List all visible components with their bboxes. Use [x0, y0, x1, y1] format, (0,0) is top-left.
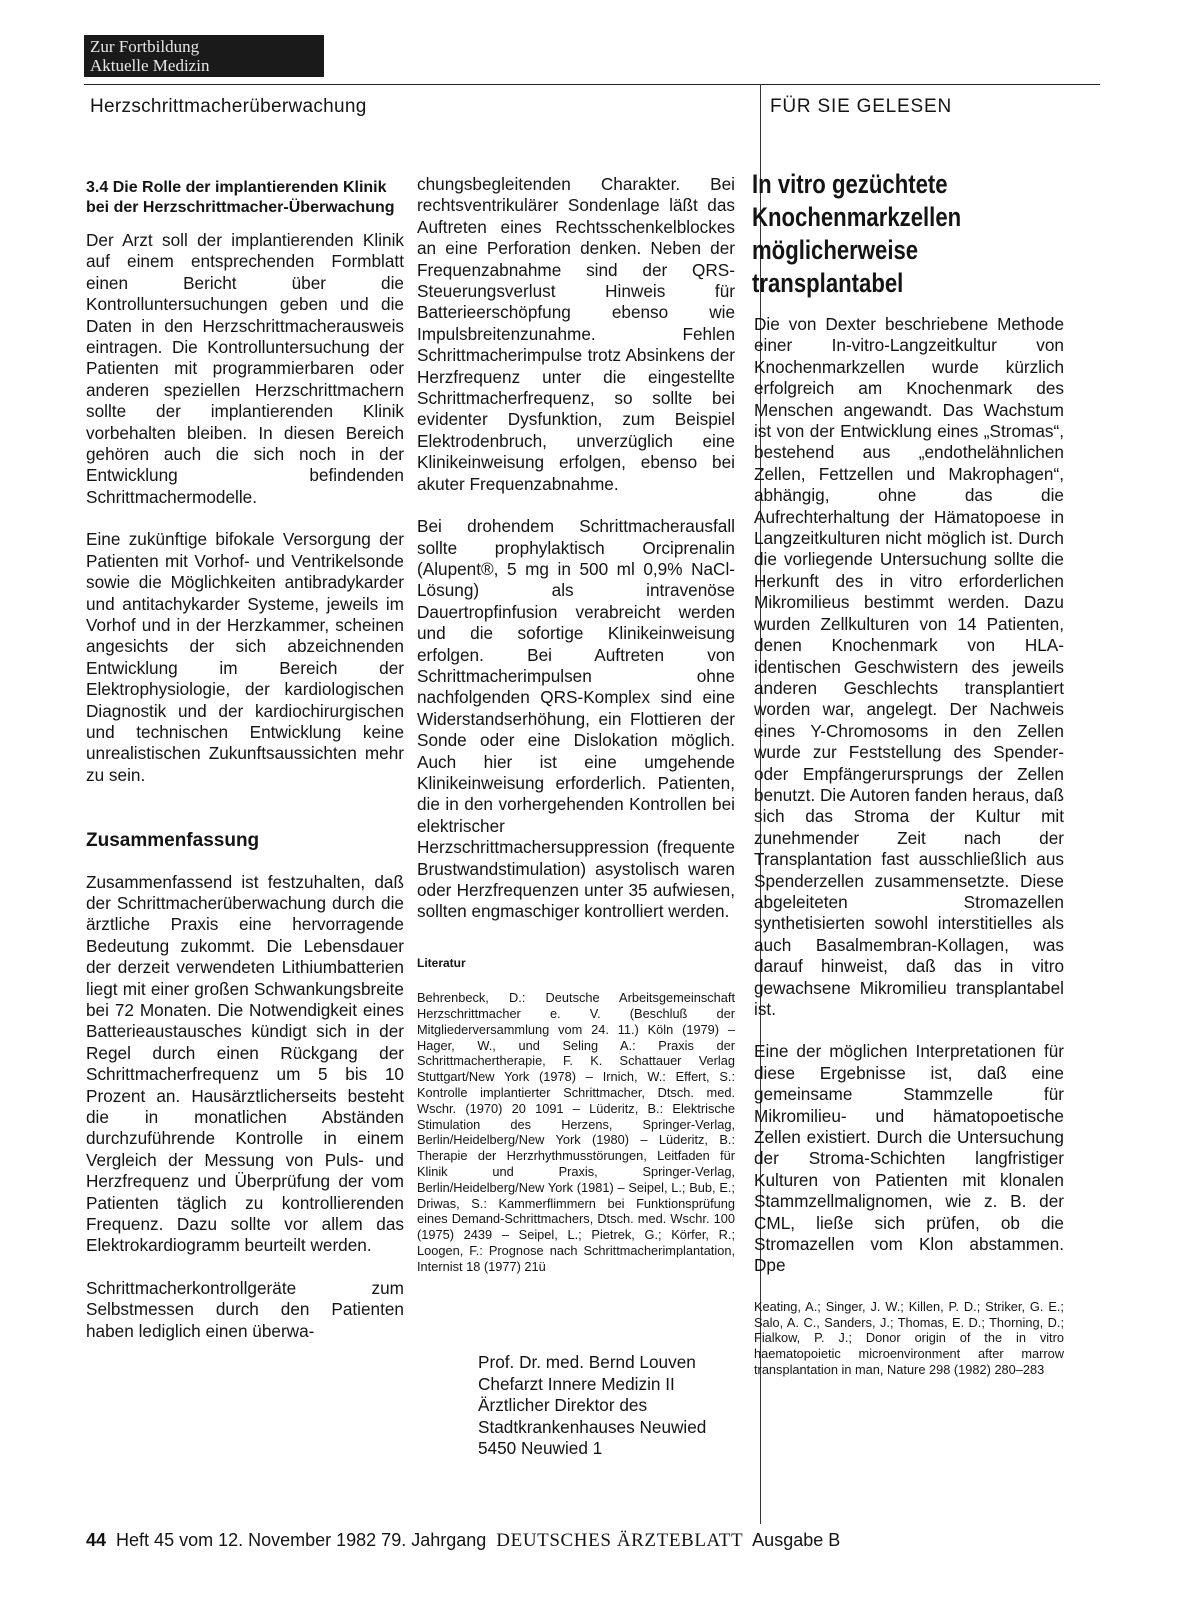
journal-name: DEUTSCHES ÄRZTEBLATT: [496, 1530, 744, 1551]
page-footer: [86, 1530, 840, 1552]
author-block: [478, 1352, 706, 1460]
references-list: Behrenbeck, D.: Deutsche Arbeitsgemeinschaft Herzschrittmacher e. V. (Beschluß der Mitgliederversammlung vom 24. 11.) Köln (1979) – Hager, W., und Seling A.: Praxis der Schrittmachertherapie, F. K. Schattauer Verlag Stuttgart/New York (1978) – Irnich, W.: Effert, S.: Kontrolle implantierter Schrittmacher, Dtsch. med. Wschr. (1970) 20 1091 – Lüderitz, B.: Elektrische Stimulation des Herzens, Springer-Verlag, Berlin/Heidelberg/New York (1980) – Lüderitz, B.: Therapie der Herzrhythmusstörungen, Leitfaden für Klinik und Praxis, Springer-Verlag, Berlin/Heidelberg/New York (1981) – Seipel, L.; Bub, E.; Driwas, S.: Kammerflimmern bei Funktionsprüfung eines Demand-Schrittmachers, Dtsch. med. Wschr. 100 (1975) 2439 – Seipel, L.; Pietrek, G.; Körfer, R.; Loogen, F.: Prognose nach Schrittmacherimplantation, Internist 18 (1977) 21ü: [417, 990, 735, 1274]
paragraph: Schrittmacherkontrollgeräte zum Selbstmessen durch den Patienten haben lediglich einen überwa-: [86, 1277, 404, 1341]
issue-info: Heft 45 vom 12. November 1982 79. Jahrgang: [116, 1530, 487, 1550]
section-badge: [84, 35, 324, 77]
article-reference: Keating, A.; Singer, J. W.; Killen, P. D.; Striker, G. E.; Salo, A. C., Sanders, J.; Thomas, E. D.; Thorning, D.; Fialkow, P. J.; Donor origin of the in vitro haematopoietic microenvironment after marrow transplantation in man, Nature 298 (1982) 280–283: [754, 1298, 1064, 1378]
rubric-label: FÜR SIE GELESEN: [770, 96, 952, 117]
article-headline: In vitro gezüchtete Knochenmarkzellen möglicherweise transplantabel: [752, 169, 962, 298]
top-rule-right: [760, 84, 1100, 85]
author-address: Stadtkrankenhauses Neuwied: [478, 1416, 707, 1437]
summary-heading: Zusammenfassung: [86, 830, 260, 852]
column-1: [86, 178, 404, 1342]
page-number: 44: [86, 1530, 107, 1550]
column-3: [754, 314, 1064, 1378]
author-name: Prof. Dr. med. Bernd Louven: [478, 1352, 696, 1372]
paragraph: Eine zukünftige bifokale Versorgung der Patienten mit Vorhof- und Ventrikelsonde sowie die Möglichkeiten antibradykarder und antitachykarder Systeme, jeweils im Vorhof und in der Herzkammer, scheinen angesichts der sich abzeichnenden Entwicklung im Bereich der Elektrophysiologie, der kardiologischen Diagnostik und der kardiochirurgischen und technischen Entwicklung keine unrealistischen Zukunftsaussichten mehr zu sein.: [86, 529, 404, 785]
paragraph: Die von Dexter beschriebene Methode einer In-vitro-Langzeitkultur von Knochenmarkzellen wurde kürzlich erfolgreich am Knochenmark des Menschen angewandt. Das Wachstum ist von der Entwicklung eines „Stromas“, bestehend aus „endothelähnlichen Zellen, Fettzellen und Makrophagen“, abhängig, ohne das die Aufrechterhaltung der Hämatopoese in Langzeitkulturen nicht möglich ist. Durch die vorliegende Untersuchung sollte die Herkunft des in vitro erforderlichen Mikromilieus bestimmt werden. Dazu wurden Zellkulturen von 14 Patienten, denen Knochenmark von HLA-identischen Geschwistern des jeweils anderen Geschlechts transplantiert worden war, angelegt. Der Nachweis eines Y-Chromosoms in den Zellen wurde zur Feststellung des Spender- oder Empfängerursprungs der Zellen benutzt. Die Autoren fanden heraus, daß sich das Stroma der Kultur mit zunehmender Zeit nach der Transplantation fast ausschließlich aus Spenderzellen zusammensetzte. Diese abgeleiteten Stromazellen synthetisierten sowohl interstitielles als auch Basalmembran-Kollagen, was darauf hinweist, daß das in vitro gewachsene Mikromilieu transplantabel ist.: [754, 314, 1064, 1019]
badge-line-2: Aktuelle Medizin: [90, 56, 210, 75]
author-title: Ärztlicher Direktor des: [478, 1395, 648, 1415]
edition: Ausgabe B: [752, 1530, 841, 1550]
column-2: [417, 174, 735, 1275]
badge-line-1: Zur Fortbildung: [90, 37, 200, 56]
running-head: Herzschrittmacherüberwachung: [90, 96, 367, 117]
paragraph: Zusammenfassend ist festzuhalten, daß der Schrittmacherüberwachung durch die ärztliche Praxis eine hervorragende Bedeutung zukommt. Die Lebensdauer der derzeit verwendeten Lithiumbatterien liegt mit einer großen Schwankungsbreite bei 72 Monaten. Die Notwendigkeit eines Batterieaustausches kündigt sich in der Regel durch einen Rückgang der Schrittmacherfrequenz um 5 bis 10 Prozent an. Hausärztlicherseits besteht die in monatlichen Abständen durchzuführende Kontrolle in einem Vergleich der Messung von Puls- und Herzfrequenz und Überprüfung der vom Patienten täglich zu kontrollierenden Frequenz. Dazu sollte vor allem das Elektrokardiogramm beurteilt werden.: [86, 871, 404, 1256]
references-heading: Literatur: [417, 955, 466, 970]
paragraph: Bei drohendem Schrittmacherausfall sollte prophylaktisch Orciprenalin (Alupent®, 5 mg in 500 ml 0,9% NaCl-Lösung) als intravenöse Dauertropfinfusion verabreicht werden und die sofortige Klinikeinweisung erfolgen. Bei Auftreten von Schrittmacherimpulsen ohne nachfolgenden QRS-Komplex sind eine Widerstandserhöhung, ein Flottieren der Sonde oder eine Dislokation möglich. Auch hier ist eine umgehende Klinikeinweisung erforderlich. Patienten, die in den vorhergehenden Kontrollen bei elektrischer Herzschrittmachersuppression (frequente Brustwandstimulation) asystolisch waren oder Herzfrequenzen unter 35 aufwiesen, sollten engmaschiger kontrolliert werden.: [417, 516, 735, 922]
section-heading: 3.4 Die Rolle der implantierenden Klinik bei der Herzschrittmacher-Überwachung: [86, 179, 395, 216]
author-title: Chefarzt Innere Medizin II: [478, 1373, 675, 1394]
paragraph: Der Arzt soll der implantierenden Klinik auf einem entsprechenden Formblatt einen Bericht über die Kontrolluntersuchungen geben und die Daten in den Herzschrittmacherausweis eintragen. Die Kontrolluntersuchung der Patienten mit programmierbaren oder anderen speziellen Herzschrittmachern sollte der implantierenden Klinik vorbehalten bleiben. In diesen Bereich gehören auch die sich noch in der Entwicklung befindenden Schrittmachermodelle.: [86, 230, 404, 507]
author-address: 5450 Neuwied 1: [478, 1438, 603, 1458]
top-rule-left: [84, 84, 760, 85]
paragraph: chungsbegleitenden Charakter. Bei rechtsventrikulärer Sondenlage läßt das Auftreten eines Rechtsschenkelblockes an eine Perforation denken. Neben der Frequenzabnahme sind der QRS-Steuerungsverlust Hinweis für Batterieerschöpfung ebenso wie Impulsbreitenzunahme. Fehlen Schrittmacherimpulse trotz Absinkens der Herzfrequenz unter die eingestellte Schrittmacherfrequenz, so sollte bei evidenter Dysfunktion, zum Beispiel Elektrodenbruch, unverzüglich eine Klinikeinweisung erfolgen, ebenso bei akuter Frequenzabnahme.: [417, 174, 735, 494]
paragraph: Eine der möglichen Interpretationen für diese Ergebnisse ist, daß eine gemeinsame Stammzelle für Mikromilieu- und hämatopoetische Zellen existiert. Durch die Untersuchung der Stroma-Schichten langfristiger Kulturen von Patienten mit klonalen Stammzellmalignomen, wie z. B. der CML, ließe sich prüfen, ob die Stromazellen vom Klon abstammen. Dpe: [754, 1041, 1064, 1276]
